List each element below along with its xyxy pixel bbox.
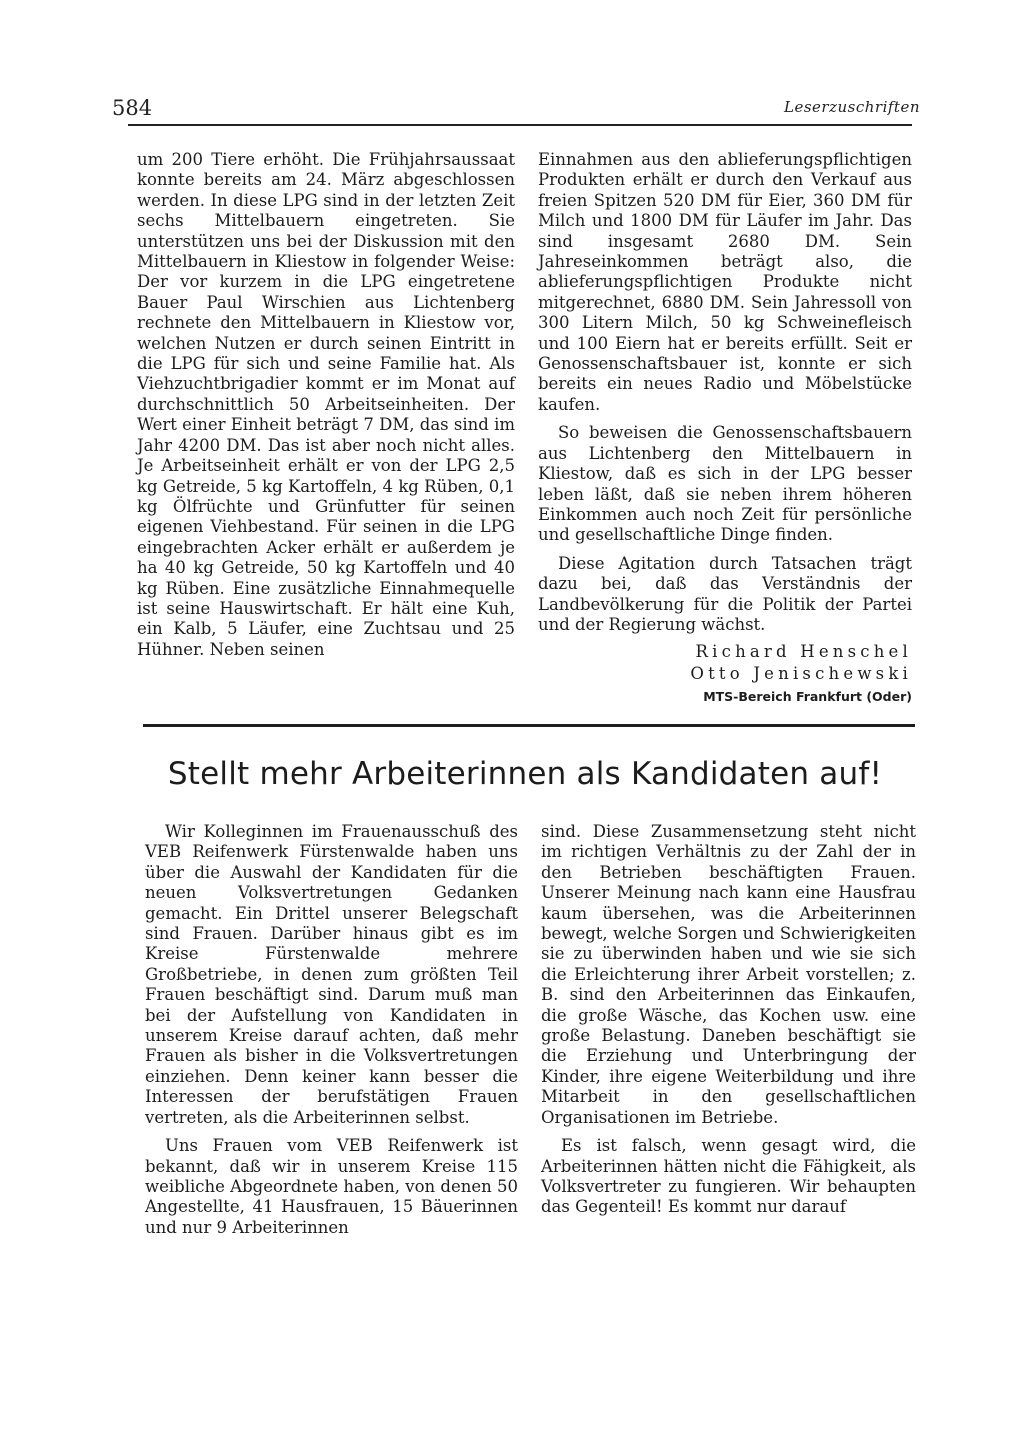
page-number: 584	[112, 96, 153, 120]
letter-paragraph: Diese Agitation durch Tatsachen trägt dazu bei, daß das Verständnis der Landbevölkerung für die Politik der Partei und der Regierung wächst.	[538, 553, 912, 634]
letter-paragraph: Einnahmen aus den ablieferungspflichtigen Produkten erhält er durch den Verkauf aus freien Spitzen 520 DM für Eier, 360 DM für Milch und 1800 DM für Läufer im Jahr. Das sind insgesamt 2680 DM. Sein Jahreseinkommen beträgt also, die ablieferungspflichtigen Produkte nicht mitgerechnet, 6880 DM. Sein Jahressoll von 300 Litern Milch, 50 kg Schweinefleisch und 100 Eiern hat er bereits erfüllt. Seit er Genossenschaftsbauer ist, konnte er sich bereits ein neues Radio und Möbelstücke kaufen.	[538, 150, 912, 414]
letter-left-column	[137, 150, 515, 660]
article-paragraph: Uns Frauen vom VEB Reifenwerk ist bekannt, daß wir in unserem Kreise 115 weibliche Abgeordnete haben, von denen 50 Angestellte, 41 Hausfrauen, 15 Bäuerinnen und nur 9 Arbeiterinnen	[145, 1136, 518, 1237]
letter-right-column	[538, 150, 912, 707]
signature-name: Richard Henschel	[695, 642, 912, 662]
header-rule	[128, 124, 912, 126]
signature-name: Otto Jenischewski	[690, 664, 912, 684]
article-paragraph: Es ist falsch, wenn gesagt wird, die Arbeiterinnen hätten nicht die Fähigkeit, als Volksvertreter zu fungieren. Wir behaupten das Gegenteil! Es kommt nur darauf	[541, 1136, 916, 1217]
section-label: Leserzuschriften	[784, 98, 920, 116]
article-left-column	[145, 822, 518, 1238]
letter-paragraph: So beweisen die Genossenschaftsbauern aus Lichtenberg den Mittelbauern in Kliestow, daß es sich in der LPG besser leben läßt, daß sie neben ihrem höheren Einkommen auch noch Zeit für persönliche und gesellschaftliche Dinge finden.	[538, 423, 912, 545]
letter-paragraph: um 200 Tiere erhöht. Die Frühjahrsaussaat konnte bereits am 24. März abgeschlossen werden. In diese LPG sind in der letzten Zeit sechs Mittelbauern eingetreten. Sie unterstützen uns bei der Diskussion mit den Mittelbauern in Kliestow in folgender Weise: Der vor kurzem in die LPG eingetretene Bauer Paul Wirschien aus Lichtenberg rechnete den Mittelbauern in Kliestow vor, welchen Nutzen er durch seinen Eintritt in die LPG für sich und seine Familie hat. Als Viehzuchtbrigadier kommt er im Monat auf durchschnittlich 50 Arbeitseinheiten. Der Wert einer Einheit beträgt 7 DM, das sind im Jahr 4200 DM. Das ist aber noch nicht alles. Je Arbeitseinheit erhält er von der LPG 2,5 kg Getreide, 5 kg Kartoffeln, 4 kg Rüben, 0,1 kg Ölfrüchte und Grünfutter für seinen eigenen Viehbestand. Für seinen in die LPG eingebrachten Acker erhält er außerdem je ha 40 kg Getreide, 50 kg Kartoffeln und 40 kg Rüben. Eine zusätzliche Einnahmequelle ist seine Hauswirtschaft. Er hält eine Kuh, ein Kalb, 5 Läufer, eine Zuchtsau und 25 Hühner. Neben seinen	[137, 150, 515, 659]
article-right-column	[541, 822, 916, 1218]
signature-location: MTS-Bereich Frankfurt (Oder)	[703, 689, 912, 705]
section-divider	[143, 724, 915, 727]
article-title: Stellt mehr Arbeiterinnen als Kandidaten auf!	[167, 756, 883, 792]
signature-block	[538, 641, 912, 707]
article-paragraph: Wir Kolleginnen im Frauenausschuß des VEB Reifenwerk Fürstenwalde haben uns über die Auswahl der Kandidaten für die neuen Volksvertretungen Gedanken gemacht. Ein Drittel unserer Belegschaft sind Frauen. Darüber hinaus gibt es im Kreise Fürstenwalde mehrere Großbetriebe, in denen zum größten Teil Frauen beschäftigt sind. Darum muß man bei der Aufstellung von Kandidaten in unserem Kreise darauf achten, daß mehr Frauen als bisher in die Volksvertretungen einziehen. Denn keiner kann besser die Interessen der berufstätigen Frauen vertreten, als die Arbeiterinnen selbst.	[145, 822, 518, 1127]
article-paragraph: sind. Diese Zusammensetzung steht nicht im richtigen Verhältnis zu der Zahl der in den Betrieben beschäftigten Frauen. Unserer Meinung nach kann eine Hausfrau kaum übersehen, was die Arbeiterinnen bewegt, welche Sorgen und Schwierigkeiten sie zu überwinden haben und wie sie sich die Erleichterung ihrer Arbeit vorstellen; z. B. sind den Arbeiterinnen das Einkaufen, die große Wäsche, das Kochen usw. eine große Belastung. Daneben beschäftigt sie die Erziehung und Unterbringung der Kinder, ihre eigene Weiterbildung und ihre Mitarbeit in den gesellschaftlichen Organisationen im Betriebe.	[541, 822, 916, 1127]
